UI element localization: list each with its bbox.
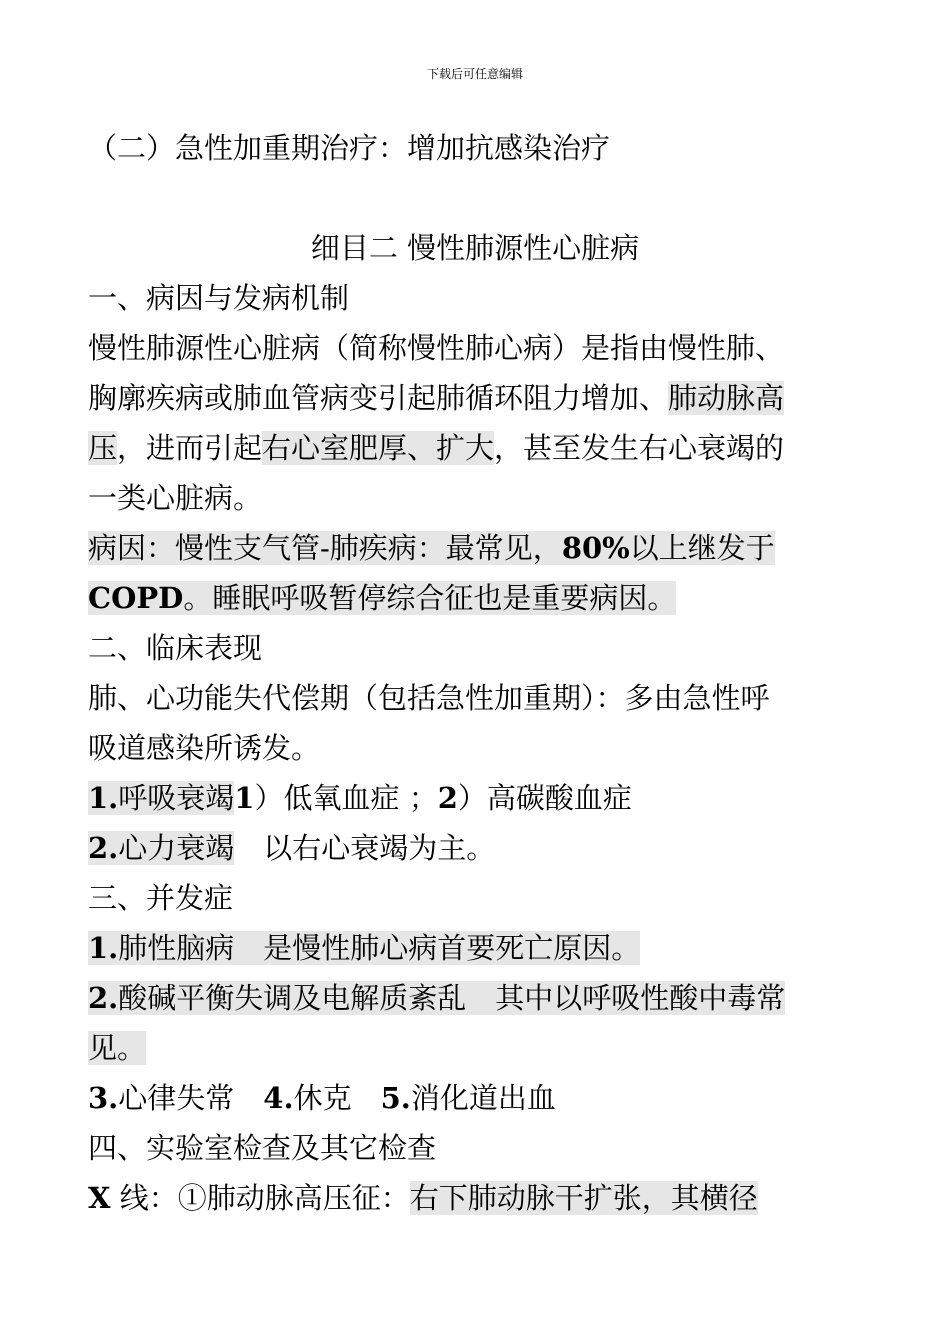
heading-examinations: 四、实验室检查及其它检查 — [88, 1131, 437, 1165]
complication-2-line-1: 2.酸碱平衡失调及电解质紊乱 其中以呼吸性酸中毒常 — [88, 981, 786, 1015]
xray-line: X 线：①肺动脉高压征：右下肺动脉干扩张，其横径 — [88, 1181, 758, 1215]
cause-line-1: 病因：慢性支气管-肺疾病：最常见，80%以上继发于 — [88, 531, 775, 565]
complication-3-5: 3.心律失常 4.休克 5.消化道出血 — [88, 1081, 556, 1115]
clinical-line-2: 吸道感染所诱发。 — [88, 731, 321, 765]
cause-line-2: COPD。睡眠呼吸暂停综合征也是重要病因。 — [88, 581, 677, 615]
complication-1: 1.肺性脑病 是慢性肺心病首要死亡原因。 — [88, 931, 641, 965]
definition-line-1: 慢性肺源性心脏病（简称慢性肺心病）是指由慢性肺、 — [88, 331, 785, 365]
heading-complications: 三、并发症 — [88, 881, 234, 915]
complication-2-line-2: 见。 — [88, 1031, 147, 1065]
definition-line-3: 压，进而引起右心室肥厚、扩大，甚至发生右心衰竭的 — [88, 431, 785, 465]
section-title: 细目二 慢性肺源性心脏病 — [310, 231, 640, 265]
definition-line-4: 一类心脏病。 — [88, 481, 263, 515]
paragraph-acute-treatment: （二）急性加重期治疗：增加抗感染治疗 — [88, 131, 611, 165]
item-heart-failure: 2.心力衰竭 以右心衰竭为主。 — [88, 831, 496, 865]
item-respiratory-failure: 1.呼吸衰竭1）低氧血症 ；2）高碳酸血症 — [88, 781, 632, 815]
heading-etiology: 一、病因与发病机制 — [88, 281, 350, 315]
heading-clinical: 二、临床表现 — [88, 631, 263, 665]
page-header: 下载后可任意编辑 — [426, 67, 523, 81]
clinical-line-1: 肺、心功能失代偿期（包括急性加重期）：多由急性呼 — [88, 681, 770, 715]
definition-line-2: 胸廓疾病或肺血管病变引起肺循环阻力增加、肺动脉高 — [88, 381, 785, 415]
